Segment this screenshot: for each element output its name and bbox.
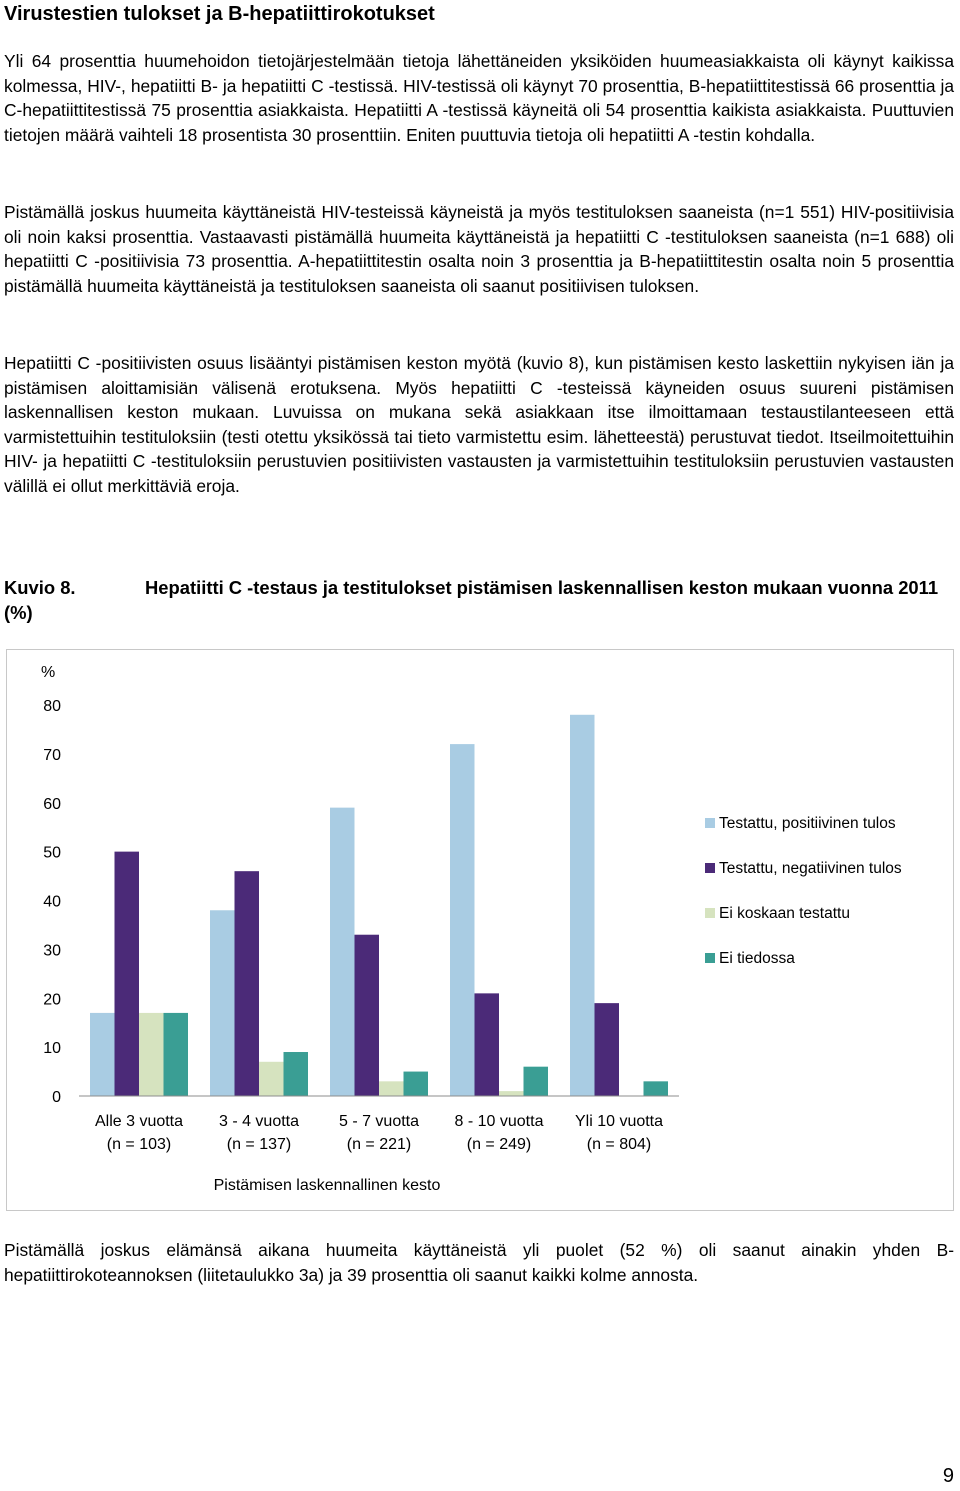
x-tick-label: Alle 3 vuotta [94, 1113, 184, 1130]
bar [499, 1091, 524, 1096]
bar [90, 1013, 115, 1096]
figure-caption [4, 575, 956, 625]
x-tick-label: (n = 137) [226, 1136, 292, 1153]
y-tick-label: 70 [43, 746, 61, 764]
legend-swatch [705, 863, 715, 873]
y-tick-label: 60 [43, 795, 61, 813]
y-tick-label: 50 [43, 844, 61, 862]
bar [164, 1013, 189, 1096]
legend-label: Testattu, positiivinen tulos [719, 815, 896, 832]
bar [139, 1013, 164, 1096]
legend-label: Ei tiedossa [719, 950, 795, 967]
figure-number: Kuvio 8. [4, 577, 76, 598]
x-tick-label: (n = 804) [586, 1136, 652, 1153]
legend-swatch [705, 953, 715, 963]
y-tick-label: 40 [43, 893, 61, 911]
x-tick-label: 8 - 10 vuotta [454, 1113, 544, 1130]
bar [235, 871, 260, 1096]
x-tick-label: (n = 249) [466, 1136, 532, 1153]
paragraph-vaccination: Pistämällä joskus elämänsä aikana huumeita käyttäneistä yli puolet (52 %) oli saanut ainakin yhden B-hepatiittirokoteannoksen (liitetaulukko 3a) ja 39 prosenttia oli saanut kaikki kolme annosta. [4, 1240, 954, 1285]
figure-title: Hepatiitti C -testaus ja testitulokset pistämisen laskennallisen keston mukaan vuonna 2011 (%) [4, 577, 939, 623]
bar [330, 808, 355, 1096]
section-heading: Virustestien tulokset ja B-hepatiittirokotukset [4, 3, 435, 25]
bar [355, 935, 380, 1096]
y-tick-label: 10 [43, 1040, 61, 1058]
bar [570, 715, 595, 1096]
bar [475, 993, 500, 1096]
page-number: 9 [942, 1465, 954, 1487]
paragraph-positive-results: Pistämällä joskus huumeita käyttäneistä HIV-testeissä käyneistä ja myös testituloksen saaneista (n=1 551) HIV-positiivisia oli noin kaksi prosenttia. Vastaavasti pistämällä huumeita käyttäneistä ja hepatiitti C -testituloksen saaneista (n=1 688) oli hepatiitti C -positiivisia 73 prosenttia. A-hepatiittitestin osalta noin 3 prosenttia ja B-hepatiittitestin osalta noin 5 prosenttia pistämällä huumeita käyttäneistä ja testituloksen saaneista oli saanut positiivisen tuloksen. [4, 202, 954, 296]
x-tick-label: 5 - 7 vuotta [338, 1113, 420, 1130]
x-tick-label: Yli 10 vuotta [574, 1113, 664, 1130]
bar [379, 1081, 404, 1096]
bar [524, 1067, 549, 1096]
bar [450, 744, 475, 1096]
bar [115, 852, 140, 1096]
y-tick-label: 30 [43, 942, 61, 960]
bar [595, 1003, 620, 1096]
paragraph-injection-duration: Hepatiitti C -positiivisten osuus lisääntyi pistämisen keston myötä (kuvio 8), kun pistämisen kesto laskettiin nykyisen iän ja pistämisen aloittamisiän välisenä erotuksena. Myös hepatiitti C -testeissä käyneiden osuus suureni pistämisen laskennallisen keston mukaan. Luvuissa on mukana sekä asiakkaan itse ilmoittamaan testaustilanteeseen että varmistettuihin testituloksiin (testi otettu yksikössä tai tieto varmistettu esim. lähetteestä) perustuvat tiedot. Itseilmoitettuihin HIV- ja hepatiitti C -testituloksiin perustuvien positiivisten vastausten ja varmistettuihin testituloksiin perustuvien vastausten välillä ei ollut merkittäviä eroja. [4, 353, 954, 496]
x-tick-label: 3 - 4 vuotta [218, 1113, 300, 1130]
bar [284, 1052, 309, 1096]
y-axis-label: % [41, 664, 56, 681]
bar [210, 910, 235, 1096]
legend-label: Ei koskaan testattu [719, 905, 850, 922]
chart-frame [6, 649, 954, 1211]
bar-chart [7, 650, 953, 1210]
y-tick-label: 80 [43, 698, 61, 715]
bar [404, 1072, 429, 1096]
y-tick-label: 0 [52, 1089, 61, 1106]
paragraph-test-coverage: Yli 64 prosenttia huumehoidon tietojärjestelmään tietoja lähettäneiden yksiköiden huumeasiakkaista oli käynyt kaikissa kolmessa, HIV-, hepatiitti B- ja hepatiitti C -testissä. HIV-testissä oli käynyt 70 prosenttia, B-hepatiittitestissä 66 prosenttia ja C-hepatiittitestissä 75 prosenttia asiakkaista. Hepatiitti A -testissä käyneitä oli 54 prosenttia kaikista asiakkaista. Puuttuvien tietojen määrä vaihteli 18 prosentista 30 prosenttiin. Eniten puuttuvia tietoja oli hepatiitti A -testin kohdalla. [4, 51, 954, 145]
x-tick-label: (n = 103) [106, 1136, 172, 1153]
y-tick-label: 20 [43, 991, 61, 1009]
legend-swatch [705, 818, 715, 828]
legend-label: Testattu, negatiivinen tulos [719, 860, 902, 877]
x-axis-label: Pistämisen laskennallinen kesto [213, 1177, 441, 1194]
bar [259, 1062, 284, 1096]
legend-swatch [705, 908, 715, 918]
x-tick-label: (n = 221) [346, 1136, 412, 1153]
bar [644, 1081, 669, 1096]
